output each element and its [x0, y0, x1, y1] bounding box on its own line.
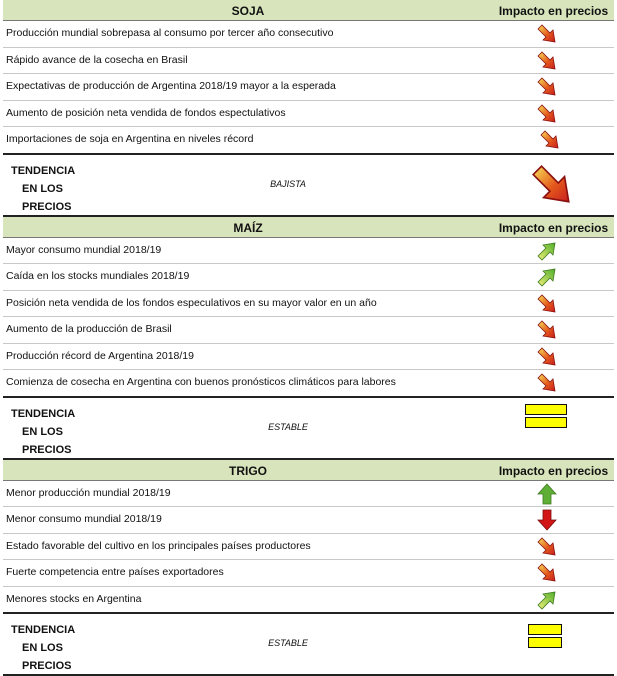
factor-row	[3, 534, 614, 561]
factor-row	[3, 127, 614, 153]
trend-label	[11, 621, 75, 675]
trend-label-line: PRECIOS	[11, 441, 75, 459]
factor-label: Comienza de cosecha en Argentina con buenos pronósticos climáticos para labores	[6, 376, 396, 388]
trend-label-line: TENDENCIA	[11, 405, 75, 423]
factor-label: Menor consumo mundial 2018/19	[6, 513, 162, 525]
factor-row	[3, 317, 614, 344]
impact-column-header: Impacto en precios	[493, 4, 614, 18]
arrow-up-icon	[536, 483, 558, 505]
section-trigo	[3, 460, 614, 676]
large-arrow-down-right-icon	[529, 162, 575, 208]
section-soja	[3, 0, 614, 217]
arrow-down-right-icon	[536, 293, 558, 315]
trend-value: ESTABLE	[233, 638, 343, 648]
trend-label-line: EN LOS	[11, 423, 75, 441]
factor-row	[3, 587, 614, 613]
trend-box	[3, 153, 614, 217]
arrow-down-right-icon	[536, 319, 558, 341]
factor-row	[3, 238, 614, 265]
factor-label: Menor producción mundial 2018/19	[6, 487, 171, 499]
factor-label: Aumento de posición neta vendida de fondos espectulativos	[6, 107, 286, 119]
factor-label: Mayor consumo mundial 2018/19	[6, 244, 161, 256]
factor-label: Producción récord de Argentina 2018/19	[6, 350, 194, 362]
factor-label: Importaciones de soja en Argentina en niveles récord	[6, 133, 253, 145]
factor-label: Fuerte competencia entre países exportadores	[6, 566, 224, 578]
impact-column-header: Impacto en precios	[493, 464, 614, 478]
factor-row	[3, 264, 614, 291]
trend-label	[11, 405, 75, 459]
arrow-down-right-icon	[536, 536, 558, 558]
arrow-up-right-icon	[536, 266, 558, 288]
factor-row	[3, 344, 614, 371]
factor-label: Caída en los stocks mundiales 2018/19	[6, 270, 189, 282]
factor-label: Aumento de la producción de Brasil	[6, 323, 172, 335]
trend-box	[3, 612, 614, 676]
arrow-up-right-icon	[536, 240, 558, 262]
section-header	[3, 460, 614, 481]
section-header	[3, 0, 614, 21]
impact-column-header: Impacto en precios	[493, 221, 614, 235]
arrow-down-right-icon	[536, 346, 558, 368]
arrow-down-right-icon	[539, 129, 561, 151]
arrow-down-right-icon	[536, 562, 558, 584]
factor-row	[3, 21, 614, 48]
factor-label: Estado favorable del cultivo en los principales países productores	[6, 540, 311, 552]
factor-row	[3, 74, 614, 101]
arrow-down-icon	[536, 509, 558, 531]
arrow-down-right-icon	[536, 76, 558, 98]
section-header	[3, 217, 614, 238]
trend-box	[3, 396, 614, 460]
factor-row	[3, 101, 614, 128]
section-maiz	[3, 217, 614, 460]
arrow-up-right-icon	[536, 589, 558, 611]
factor-row	[3, 370, 614, 396]
factor-label: Posición neta vendida de los fondos especulativos en su mayor valor en un año	[6, 297, 377, 309]
arrow-down-right-icon	[536, 372, 558, 394]
trend-label-line: TENDENCIA	[11, 162, 75, 180]
trend-label-line: TENDENCIA	[11, 621, 75, 639]
trend-value: BAJISTA	[233, 179, 343, 189]
arrow-down-right-icon	[536, 103, 558, 125]
trend-label	[11, 162, 75, 216]
factor-row	[3, 507, 614, 534]
trend-label-line: PRECIOS	[11, 657, 75, 675]
section-title: TRIGO	[3, 464, 493, 478]
price-impact-report	[3, 0, 614, 676]
arrow-down-right-icon	[536, 50, 558, 72]
trend-label-line: EN LOS	[11, 180, 75, 198]
factor-label: Rápido avance de la cosecha en Brasil	[6, 54, 188, 66]
section-title: MAÍZ	[3, 221, 493, 235]
factor-row	[3, 48, 614, 75]
trend-label-line: PRECIOS	[11, 198, 75, 216]
factor-row	[3, 291, 614, 318]
factor-row	[3, 481, 614, 508]
trend-value: ESTABLE	[233, 422, 343, 432]
arrow-down-right-icon	[536, 23, 558, 45]
factor-label: Menores stocks en Argentina	[6, 593, 141, 605]
factor-label: Producción mundial sobrepasa al consumo por tercer año consecutivo	[6, 27, 333, 39]
section-title: SOJA	[3, 4, 493, 18]
trend-label-line: EN LOS	[11, 639, 75, 657]
factor-row	[3, 560, 614, 587]
factor-label: Expectativas de producción de Argentina 2018/19 mayor a la esperada	[6, 80, 336, 92]
